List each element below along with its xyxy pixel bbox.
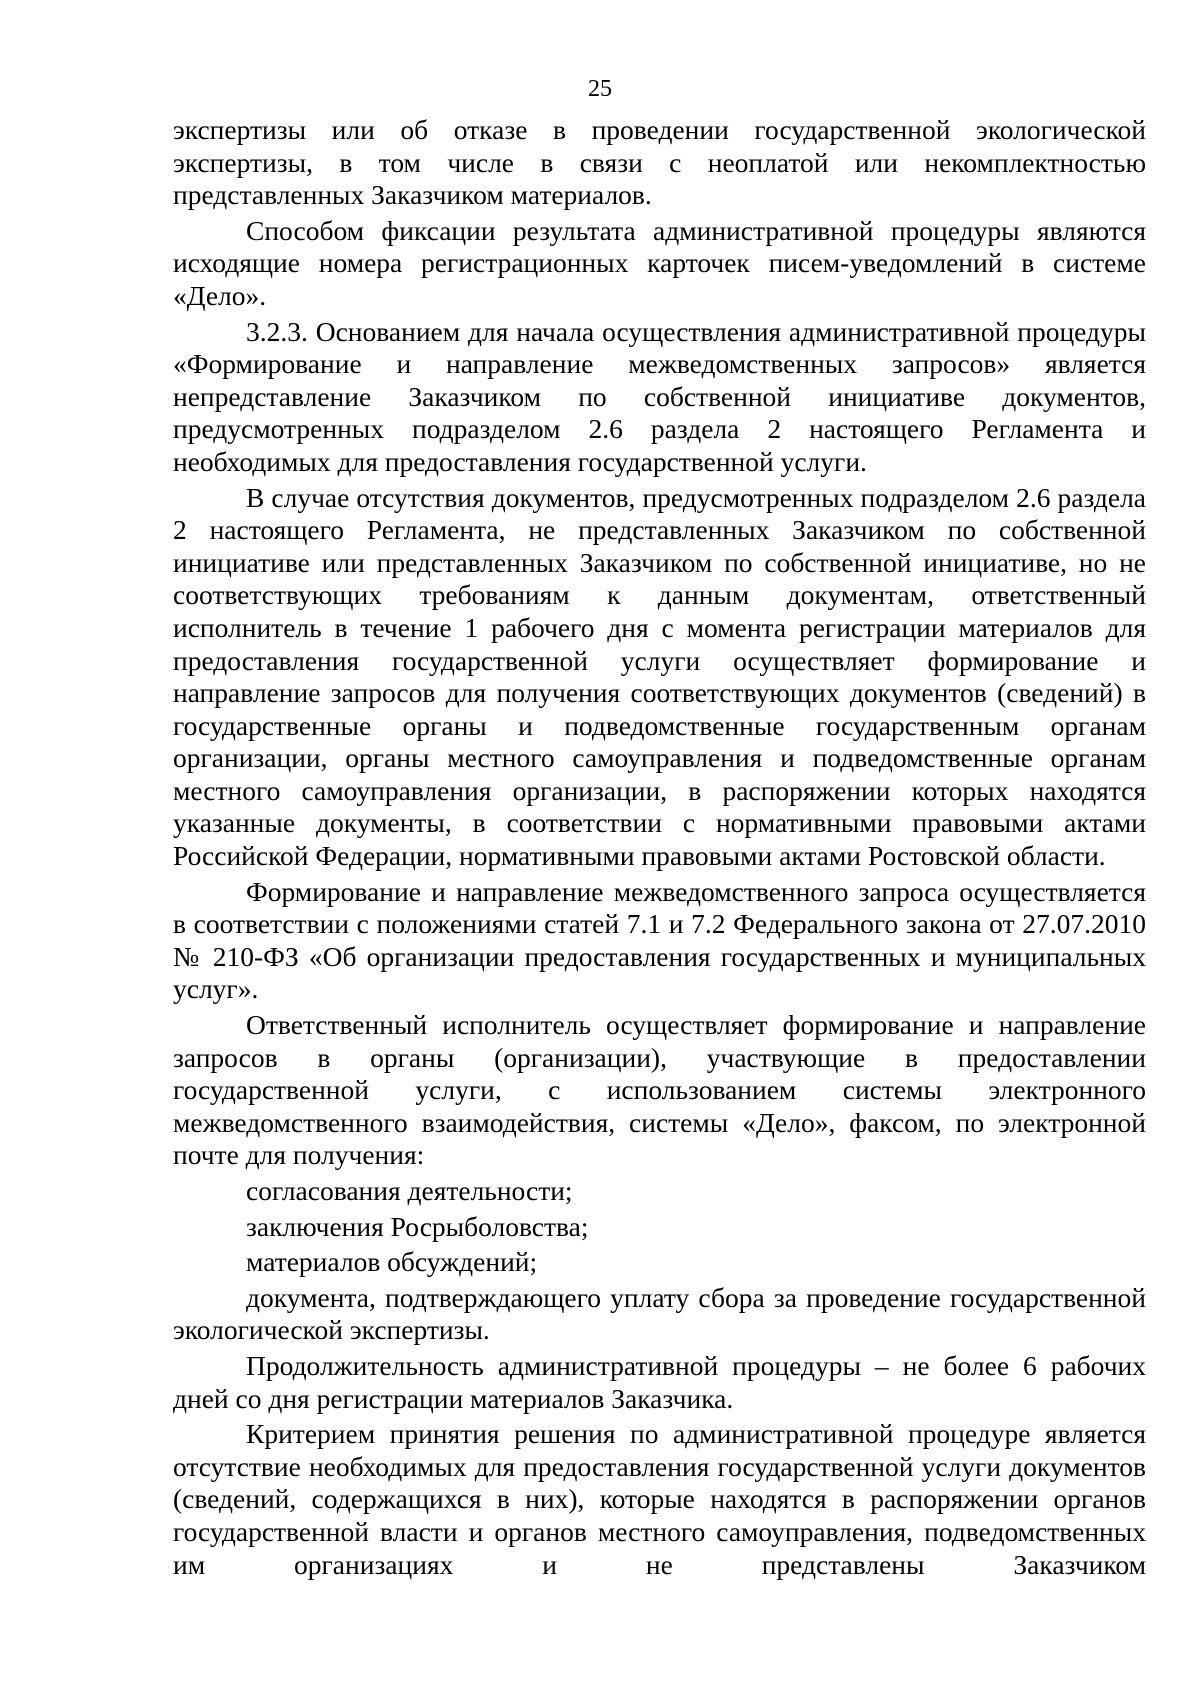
list-item: согласования деятельности; bbox=[246, 1175, 573, 1206]
list-item: документа, подтверждающего уплату сбора за проведение государственной экологической экспертизы. bbox=[173, 1281, 1146, 1346]
paragraph-executor-requests: Ответственный исполнитель осуществляет формирование и направление запросов в органы (организации), участвующие в предоставлении государственной услуги, с использованием системы электронного межведомственного взаимодействия, системы «Дело», факсом, по электронной почте для получения: bbox=[173, 1009, 1146, 1171]
list-item: заключения Росрыболовства; bbox=[246, 1210, 589, 1242]
paragraph-interagency-request: Формирование и направление межведомственного запроса осуществляется в соответствии с положениями статей 7.1 и 7.2 Федерального закона от 27.07.2010 № 210-ФЗ «Об организации предоставления государственных и муниципальных услуг». bbox=[173, 875, 1146, 1005]
list-item: материалов обсуждений; bbox=[246, 1246, 538, 1278]
paragraph-fixation-method: Способом фиксации результата административной процедуры являются исходящие номера регистрационных карточек писем-уведомлений в системе «Дело». bbox=[173, 214, 1146, 311]
document-body bbox=[173, 114, 1146, 1584]
paragraph-3-2-3: 3.2.3. Основанием для начала осуществления административной процедуры «Формирование и направление межведомственных запросов» является непредставление Заказчиком по собственной инициативе документов, предусмотренных подразделом 2.6 раздела 2 настоящего Регламента и необходимых для предоставления государственной услуги. bbox=[173, 315, 1146, 477]
paragraph-continuation: экспертизы или об отказе в проведении государственной экологической экспертизы, в том числе в связи с неоплатой или некомплектностью представленных Заказчиком материалов. bbox=[173, 114, 1146, 211]
page-number: 25 bbox=[588, 76, 612, 102]
paragraph-missing-documents: В случае отсутствия документов, предусмотренных подразделом 2.6 раздела 2 настоящего Регламента, не представленных Заказчиком по собственной инициативе или представленных Заказчиком по собственной инициативе, но не соответствующих требованиям к данным документам, ответственный исполнитель в течение 1 рабочего дня с момента регистрации материалов для предоставления государственной услуги осуществляет формирование и направление запросов для получения соответствующих документов (сведений) в государственные органы и подведомственные государственным органам организации, органы местного самоуправления и подведомственные органам местного самоуправления организации, в распоряжении которых находятся указанные документы, в соответствии с нормативными правовыми актами Российской Федерации, нормативными правовыми актами Ростовской области. bbox=[173, 481, 1146, 872]
paragraph-decision-criterion: Критерием принятия решения по административной процедуре является отсутствие необходимых для предоставления государственной услуги документов (сведений, содержащихся в них), которые находятся в распоряжении органов государственной власти и органов местного самоуправления, подведомственных им организациях и не представлены Заказчиком bbox=[173, 1418, 1146, 1580]
paragraph-duration: Продолжительность административной процедуры – не более 6 рабочих дней со дня регистрации материалов Заказчика. bbox=[173, 1349, 1146, 1414]
